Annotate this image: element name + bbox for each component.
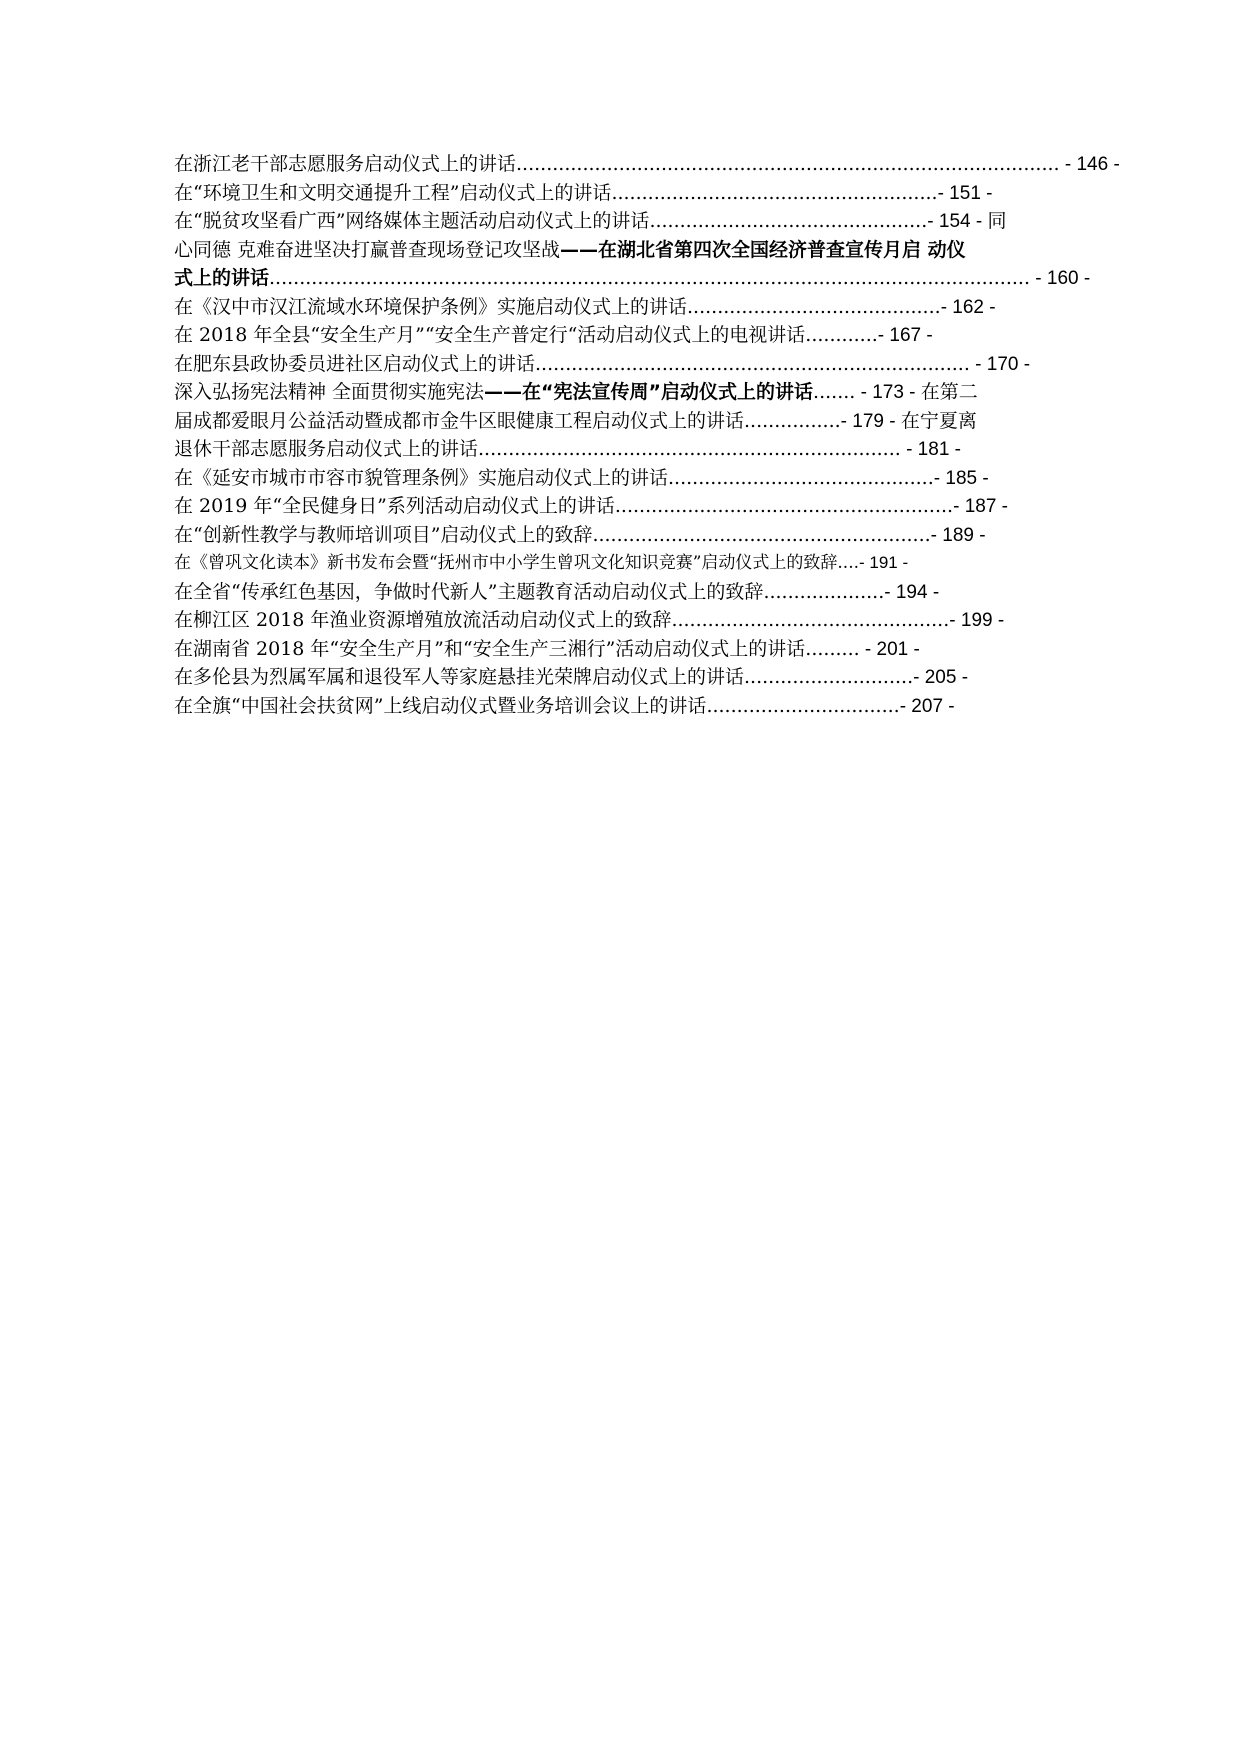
toc-entry-title: 在浙江老干部志愿服务启动仪式上的讲话 bbox=[174, 153, 517, 175]
toc-entry-title: 在“脱贫攻坚看广西”网络媒体主题活动启动仪式上的讲话 bbox=[174, 210, 650, 232]
toc-entry[interactable] bbox=[174, 635, 1084, 664]
table-of-contents bbox=[174, 150, 1120, 720]
toc-entry-page: - 181 - bbox=[900, 439, 961, 460]
toc-entry-page: - 167 - bbox=[877, 325, 933, 346]
toc-entry-leader: ....... bbox=[813, 381, 856, 403]
toc-entry-leader: .............................................. bbox=[671, 609, 950, 631]
toc-entry-page: - 189 - bbox=[930, 524, 986, 546]
toc-entry-page: - 187 - bbox=[953, 496, 1009, 517]
toc-entry-page: - 160 - bbox=[1030, 268, 1091, 289]
toc-entry-page: - 207 - bbox=[899, 695, 955, 717]
toc-entry-title: 深入弘扬宪法精神 全面贯彻实施宪法 bbox=[174, 381, 485, 403]
toc-entry-leader: ........................................................ bbox=[614, 495, 954, 517]
toc-entry[interactable] bbox=[174, 692, 1084, 721]
toc-entry-leader: ............................ bbox=[744, 666, 914, 688]
toc-entry-leader: .............................................. bbox=[649, 210, 928, 232]
toc-entry-title: 心同德 克难奋进坚决打赢普查现场登记攻坚战 bbox=[174, 238, 561, 261]
toc-entry-page: - 151 - bbox=[937, 182, 993, 204]
toc-entry-leader: ...................................................... bbox=[611, 181, 938, 204]
toc-entry-leader: .............................................................................................................................. bbox=[269, 267, 1030, 289]
toc-entry-page: - 179 - bbox=[840, 410, 901, 432]
toc-entry-leader: ................ bbox=[744, 409, 841, 432]
toc-entry-title: 在《曾巩文化读本》新书发布会暨“抚州市中小学生曾巩文化知识竞赛”启动仪式上的致辞 bbox=[174, 553, 838, 573]
toc-entry-title: 在“创新性教学与教师培训项目”启动仪式上的致辞 bbox=[174, 523, 593, 546]
toc-entry[interactable] bbox=[174, 549, 1084, 578]
toc-entry-subtitle: 式上的讲话 bbox=[174, 267, 270, 289]
toc-entry[interactable] bbox=[174, 663, 1084, 692]
toc-entry-leader: .......................................... bbox=[687, 295, 941, 318]
toc-entry[interactable] bbox=[174, 378, 1084, 407]
toc-entry[interactable] bbox=[174, 150, 1120, 179]
toc-entry-title: 在全旗“中国社会扶贫网”上线启动仪式暨业务培训会议上的讲话 bbox=[174, 694, 707, 717]
toc-entry-title: 在柳江区 2018 年渔业资源增殖放流活动启动仪式上的致辞 bbox=[174, 609, 672, 631]
toc-entry[interactable] bbox=[174, 464, 1084, 493]
toc-entry-title: 在多伦县为烈属军属和退役军人等家庭悬挂光荣牌启动仪式上的讲话 bbox=[174, 666, 745, 688]
toc-entry-page: - 201 - bbox=[859, 638, 920, 660]
toc-entry[interactable] bbox=[174, 407, 1084, 436]
toc-entry-page: - 185 - bbox=[933, 467, 989, 489]
toc-entry-continuation[interactable] bbox=[174, 264, 1091, 293]
toc-entry[interactable] bbox=[174, 179, 1084, 208]
toc-entry-leader: ........................................................................ bbox=[535, 352, 970, 375]
toc-entry-page: - 191 - bbox=[859, 553, 909, 572]
toc-entry-page: - 199 - bbox=[949, 610, 1005, 631]
toc-entry-leader: ........................................................ bbox=[592, 523, 931, 546]
toc-entry-subtitle: ——在“宪法宣传周”启动仪式上的讲话 bbox=[484, 381, 814, 403]
toc-entry-leader: ............ bbox=[805, 324, 878, 346]
toc-entry[interactable] bbox=[174, 521, 1084, 550]
toc-entry-continuation[interactable] bbox=[174, 236, 1084, 265]
toc-entry-title: 届成都爱眼月公益活动暨成都市金牛区眼健康工程启动仪式上的讲话 bbox=[174, 409, 745, 432]
toc-entry-leader: ...................................................................... bbox=[478, 438, 901, 460]
toc-entry-leader: .................... bbox=[763, 580, 885, 603]
toc-entry-title: 在湖南省 2018 年“安全生产月”和“安全生产三湘行”活动启动仪式上的讲话 bbox=[174, 637, 806, 660]
toc-entry-page: - 205 - bbox=[913, 667, 969, 688]
toc-entry-leader: ................................ bbox=[706, 694, 900, 717]
toc-entry-page: - 154 - 同 bbox=[927, 211, 1007, 232]
toc-entry[interactable] bbox=[174, 207, 1084, 236]
toc-entry-page: - 194 - bbox=[884, 581, 940, 603]
toc-entry-page: - 173 - bbox=[855, 382, 921, 403]
toc-entry-leader: .......................................................................................... bbox=[516, 153, 1060, 175]
toc-entry-title: 在肥东县政协委员进社区启动仪式上的讲话 bbox=[174, 352, 536, 375]
toc-entry-leader: ............................................ bbox=[668, 466, 934, 489]
toc-entry-title: 在《汉中市汉江流域水环境保护条例》实施启动仪式上的讲话 bbox=[174, 295, 688, 318]
toc-entry-title: 在全省“传承红色基因，争做时代新人”主题教育活动启动仪式上的致辞 bbox=[174, 580, 764, 603]
toc-entry[interactable] bbox=[174, 293, 1084, 322]
toc-entry-page: - 146 - bbox=[1059, 154, 1120, 175]
toc-entry-title-next: 在宁夏离 bbox=[900, 409, 977, 432]
toc-entry[interactable] bbox=[174, 606, 1084, 635]
toc-entry[interactable] bbox=[174, 321, 1084, 350]
toc-entry-title: 在《延安市城市市容市貌管理条例》实施启动仪式上的讲话 bbox=[174, 466, 669, 489]
toc-entry[interactable] bbox=[174, 350, 1084, 379]
toc-entry-page: - 170 - bbox=[969, 353, 1031, 375]
toc-entry-subtitle: ——在湖北省第四次全国经济普查宣传月启 动仪 bbox=[560, 238, 966, 261]
toc-entry-title: 在“环境卫生和文明交通提升工程”启动仪式上的讲话 bbox=[174, 181, 612, 204]
toc-entry-title-next: 在第二 bbox=[920, 381, 978, 403]
toc-entry[interactable] bbox=[174, 435, 1084, 464]
toc-entry-leader: .... bbox=[837, 553, 860, 573]
toc-entry[interactable] bbox=[174, 578, 1084, 607]
toc-entry-title: 在 2019 年“全民健身日”系列活动启动仪式上的讲话 bbox=[174, 495, 615, 517]
toc-entry-leader: ......... bbox=[805, 637, 860, 660]
toc-entry-title: 退休干部志愿服务启动仪式上的讲话 bbox=[174, 438, 479, 460]
toc-entry-page: - 162 - bbox=[940, 296, 996, 318]
toc-entry-title: 在 2018 年全县“安全生产月”“安全生产普定行“活动启动仪式上的电视讲话 bbox=[174, 324, 806, 346]
toc-entry[interactable] bbox=[174, 492, 1084, 521]
